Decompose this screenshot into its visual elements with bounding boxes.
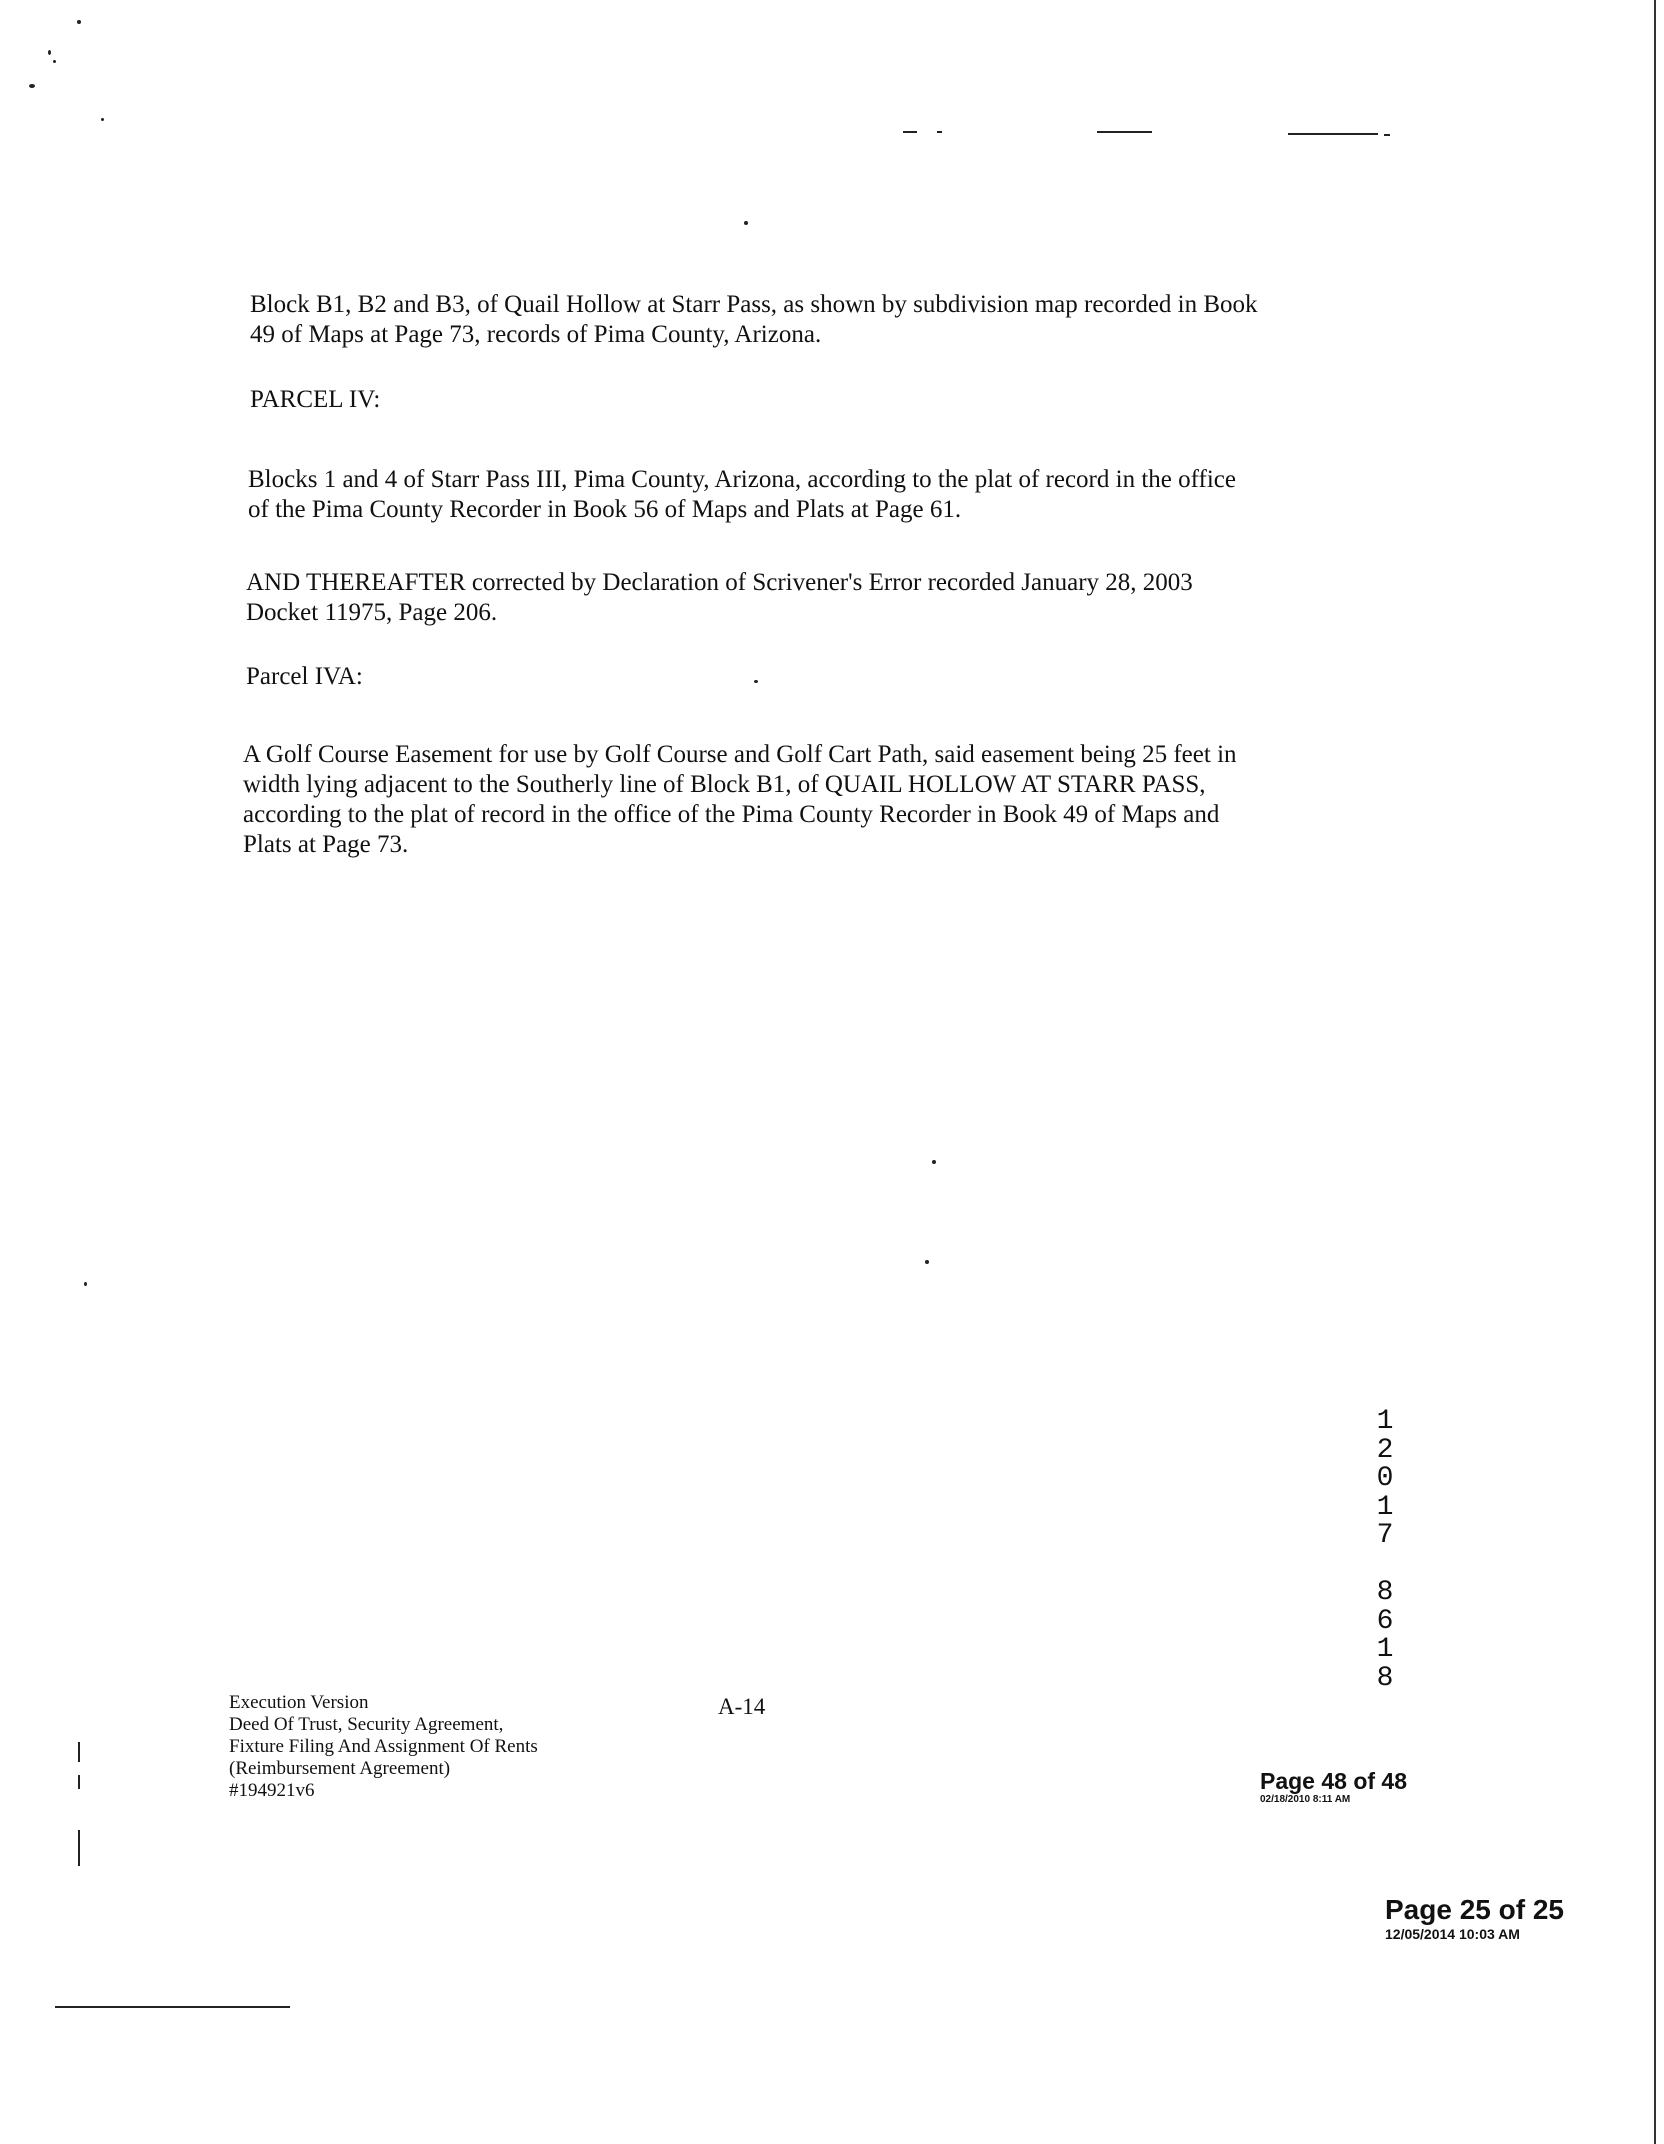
scan-speck (925, 1260, 929, 1264)
recorder-page-stamp (1385, 1894, 1564, 1942)
bottom-rule (55, 2006, 290, 2008)
scan-speck (48, 50, 51, 55)
scan-speck (754, 680, 758, 683)
margin-mark (78, 1742, 80, 1762)
header-dash (1384, 134, 1390, 136)
header-dash (1288, 133, 1378, 135)
legal-description-paragraph: Blocks 1 and 4 of Starr Pass III, Pima County, Arizona, according to the plat of record in the office of the Pima County Recorder in Book 56 of Maps and Plats at Page 61. (248, 466, 1236, 523)
scan-speck (77, 20, 81, 24)
margin-mark (78, 1830, 80, 1866)
scan-speck (84, 1282, 87, 1286)
footer-title-line: (Reimbursement Agreement) (229, 1758, 451, 1779)
parcel-iv-heading: PARCEL IV: (250, 386, 381, 413)
page-edge-line (1654, 0, 1656, 2144)
page-code: A-14 (718, 1694, 766, 1719)
recorder-page-stamp (1260, 1768, 1407, 1806)
stamp-timestamp: 12/05/2014 10:03 AM (1385, 1926, 1520, 1942)
legal-description-paragraph: Block B1, B2 and B3, of Quail Hollow at Starr Pass, as shown by subdivision map recorded in Book 49 of Maps at Page 73, records of Pima County, Arizona. (250, 291, 1258, 348)
stamp-page-count: Page 48 of 48 (1260, 1768, 1408, 1794)
footer-doc-number: #194921v6 (229, 1780, 315, 1801)
recording-number-vertical: 1 2 0 1 7 8 6 1 8 (1376, 1406, 1394, 1694)
scan-speck (932, 1160, 936, 1164)
parcel-iva-heading: Parcel IVA: (246, 663, 363, 690)
footer-block (229, 1692, 629, 1802)
header-dash (937, 131, 942, 133)
scan-speck (744, 221, 748, 225)
legal-description-paragraph: A Golf Course Easement for use by Golf Course and Golf Cart Path, said easement being 25 feet in width lying adjacent to the Southerly line of Block B1, of QUAIL HOLLOW AT STARR PASS, according to the plat of record in the office of the Pima County Recorder in Book 49 of Maps and Plats at Page 73. (243, 741, 1237, 858)
margin-mark (78, 1775, 80, 1789)
header-dash (1097, 131, 1152, 133)
stamp-timestamp: 02/18/2010 8:11 AM (1260, 1794, 1351, 1805)
stamp-page-count: Page 25 of 25 (1385, 1894, 1564, 1925)
footer-title-line: Fixture Filing And Assignment Of Rents (229, 1736, 538, 1757)
legal-description-paragraph: AND THEREAFTER corrected by Declaration of Scrivener's Error recorded January 28, 2003 Docket 11975, Page 206. (246, 569, 1193, 626)
scan-speck (53, 60, 56, 63)
scan-speck (29, 84, 35, 88)
footer-title-line: Deed Of Trust, Security Agreement, (229, 1714, 504, 1735)
footer-version: Execution Version (229, 1692, 369, 1713)
header-dash (903, 131, 917, 133)
scan-speck (101, 118, 104, 121)
